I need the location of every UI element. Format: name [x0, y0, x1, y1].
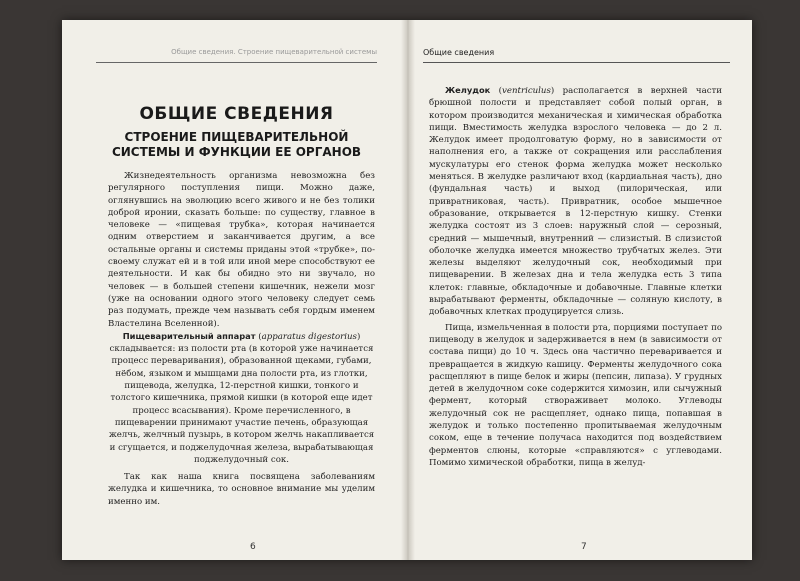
chapter-title: ОБЩИЕ СВЕДЕНИЯ [139, 104, 334, 124]
paragraph: Желудок (ventriculus) располагается в верхней части брюшной полости и представляет собой полый орган, в котором производится механическая и химическая обработка пищи. Вместимость желудка взрослого человека — до 2 л. Желудок имеет продолговатую форму, но в зависимости от наполнения его, а также от сокращения или расслабления мускулатуры его стенок форма желудка может несколько меняться. В желудке различают вход (кардиальная часть), дно (фундальная часть) и выход (пилорическая, или привратниковая, часть). Привратник, особое мышечное образование, открывается в 12-перстную кишку. Стенки желудка состоят из 3 слоев: наружный слой — серозный, средний — мышечный, внутренний — слизистый. В слизистой оболочке желудка имеется множество трубчатых желез. Эти железы выделяют желудочный сок, необходимый при пищеварении. В железах дна и тела желудка есть 3 типа клеток: главные, обкладочные и добавочные. Главные клетки вырабатывают ферменты, обкладочные — соляную кислоту, в добавочных клетках продуцируется слизь. [429, 85, 723, 318]
paragraph-rest: ) располагается в верхней части брюшной полости и представляет собой полый орган, в котором производится механическая и химическая обработка пищи. Вместимость желудка взрослого человека — до 2 л. Желудок имеет продолговатую форму, но в зависимости от наполнения его, а также от сокращения или расслабления мускулатуры его стенок форма желудка может несколько меняться. В желудке различают вход (кардиальная часть), дно (фундальная часть) и выход (пилорическая, или привратниковая, часть). Привратник, особое мышечное образование, открывается в 12-перстную кишку. Стенки желудка состоят из 3 слоев: наружный слой — серозный, средний — мышечный, внутренний — слизистый. В слизистой оболочке желудка имеется множество трубчатых желез. Эти железы выделяют желудочный сок, необходимый при пищеварении. В железах дна и тела желудка есть 3 типа клеток: главные, обкладочные и добавочные. Главные клетки вырабатывают ферменты, обкладочные — соляную кислоту, в добавочных клетках продуцируется слизь. [429, 86, 723, 318]
left-body-text [108, 170, 375, 508]
right-body-text [429, 84, 722, 469]
latin-term: ventriculus [502, 86, 551, 96]
page-number-right: 7 [581, 542, 587, 552]
book-gutter [401, 20, 415, 560]
page-number-left: 6 [250, 542, 256, 552]
left-page [62, 20, 401, 560]
paragraph: Пищеварительный аппарат (apparatus digestorius) складывается: из полости рта (в которой уже начинается процесс переваривания), образованной щеками, губами, нёбом, языком и мышцами дна полости рта, из глотки, пищевода, желудка, 12-перстной кишки, тонкого и толстого кишечника, прямой кишки (в которой еще идет процесс всасывания). Кроме перечисленного, в пищеварении принимают участие печень, образующая желчь, желчный пузырь, в котором желчь накапливается и сгущается, и поджелудочная железа, вырабатывающая поджелудочный сок. [108, 330, 375, 465]
book-spread [62, 20, 752, 560]
right-page [415, 20, 752, 560]
term-title: Пищеварительный аппарат [122, 330, 256, 341]
paragraph: Пища, измельченная в полости рта, порциями поступает по пищеводу в желудок и задерживается в нем (в зависимости от состава пищи) до 10 ч. Здесь она частично переваривается и превращается в жидкую кашицу. Ферменты желудочного сока расщепляют в пище белок и жиры (пепсин, липаза). У грудных детей в желудочном соке содержится химозин, или сычужный фермент, который створаживает молоко. Углеводы желудочный сок не расщепляет, однако пища, попавшая в желудок и только постепенно пропитываемая желудочным соком, еще в течение получаса находится под воздействием ферментов слюны, которые «справляются» с углеводами. Помимо химической обработки, пища в желуд- [429, 322, 722, 468]
running-header-right: Общие сведения [423, 48, 730, 63]
paragraph: Жизнедеятельность организма невозможна без регулярного поступления пищи. Можно даже, оглянувшись на эволюцию всего живого и не без толики доброй иронии, сказать больше: по существу, главное в человеке — «пищевая трубка», которая начинается одним отверстием и заканчивается другим, а все остальные органы и системы приданы этой «трубке», по-своему служат ей и в той или иной мере способствуют ее деятельности. И как бы обидно это ни звучало, но человек — в большей степени кишечник, нежели мозг (уже на основании одного этого человеку следует семь раз подумать, прежде чем называть себя гордым именем Властелина Вселенной). [108, 171, 375, 329]
paragraph-rest: ) складывается: из полости рта (в которой уже начинается процесс переваривания), образованной щеками, губами, нёбом, языком и мышцами дна полости рта, из глотки, пищевода, желудка, 12-перстной кишки, тонкого и толстого кишечника, прямой кишки (в которой еще идет процесс всасывания). Кроме перечисленного, в пищеварении принимают участие печень, образующая желчь, желчный пузырь, в котором желчь накапливается и сгущается, и поджелудочная железа, вырабатывающая поджелудочный сок. [108, 331, 375, 465]
latin-term: apparatus digestorius [261, 331, 357, 342]
section-title: СТРОЕНИЕ ПИЩЕВАРИТЕЛЬНОЙ СИСТЕМЫ И ФУНКЦИИ ЕЕ ОРГАНОВ [111, 130, 362, 159]
paragraph: Так как наша книга посвящена заболеваниям желудка и кишечника, то основное внимание мы уделим именно им. [108, 472, 375, 507]
running-header-left: Общие сведения. Строение пищеварительной системы [96, 48, 377, 63]
term-title: Желудок [445, 85, 491, 95]
